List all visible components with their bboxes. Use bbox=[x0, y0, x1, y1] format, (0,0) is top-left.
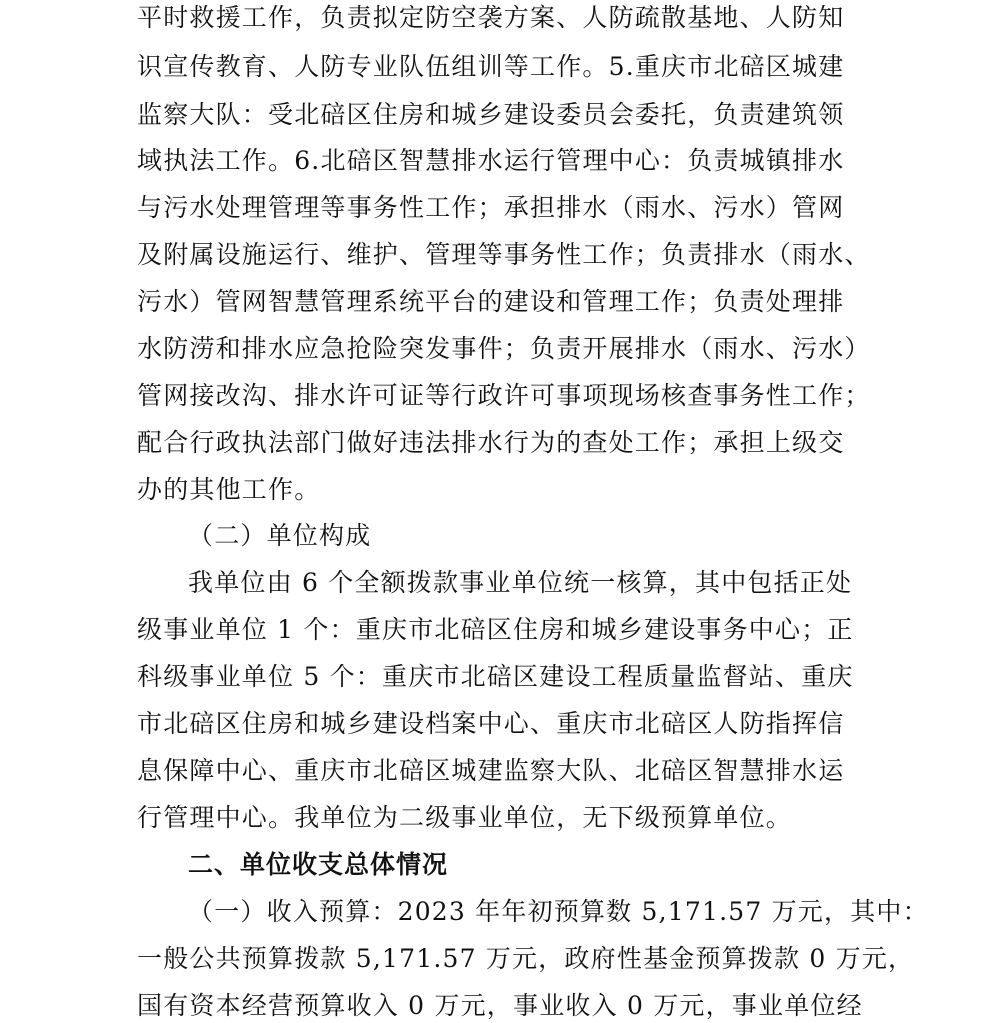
section-heading: 二、单位收支总体情况 bbox=[188, 850, 449, 879]
text-line: 国有资本经营预算收入 0 万元，事业收入 0 万元，事业单位经 bbox=[137, 991, 863, 1020]
text-line: 域执法工作。6.北碚区智慧排水运行管理中心：负责城镇排水 bbox=[137, 146, 845, 175]
text-line: 及附属设施运行、维护、管理等事务性工作；负责排水（雨水、 bbox=[137, 240, 871, 269]
text-line: 级事业单位 1 个：重庆市北碚区住房和城乡建设事务中心；正 bbox=[137, 615, 854, 644]
text-line: 市北碚区住房和城乡建设档案中心、重庆市北碚区人防指挥信 bbox=[137, 709, 845, 738]
text-line: （一）收入预算：2023 年年初预算数 5,171.57 万元，其中： bbox=[188, 897, 929, 926]
text-line: 一般公共预算拨款 5,171.57 万元，政府性基金预算拨款 0 万元， bbox=[137, 944, 915, 973]
text-line: 行管理中心。我单位为二级事业单位，无下级预算单位。 bbox=[137, 803, 793, 832]
text-line: 平时救援工作，负责拟定防空袭方案、人防疏散基地、人防知 bbox=[137, 3, 845, 32]
text-line: 我单位由 6 个全额拨款事业单位统一核算，其中包括正处 bbox=[188, 568, 853, 597]
text-line: 科级事业单位 5 个：重庆市北碚区建设工程质量监督站、重庆 bbox=[137, 662, 854, 691]
section-subheading: （二）单位构成 bbox=[188, 521, 372, 550]
text-line: 污水）管网智慧管理系统平台的建设和管理工作；负责处理排 bbox=[137, 287, 845, 316]
text-line: 水防涝和排水应急抢险突发事件；负责开展排水（雨水、污水） bbox=[137, 334, 871, 363]
text-line: 办的其他工作。 bbox=[137, 475, 321, 504]
text-line: 配合行政执法部门做好违法排水行为的查处工作；承担上级交 bbox=[137, 428, 845, 457]
text-line: 与污水处理管理等事务性工作；承担排水（雨水、污水）管网 bbox=[137, 193, 845, 222]
text-line: 管网接改沟、排水许可证等行政许可事项现场核查事务性工作； bbox=[137, 381, 871, 410]
text-line: 识宣传教育、人防专业队伍组训等工作。5.重庆市北碚区城建 bbox=[137, 52, 845, 81]
text-line: 监察大队：受北碚区住房和城乡建设委员会委托，负责建筑领 bbox=[137, 100, 845, 129]
text-line: 息保障中心、重庆市北碚区城建监察大队、北碚区智慧排水运 bbox=[137, 756, 845, 785]
